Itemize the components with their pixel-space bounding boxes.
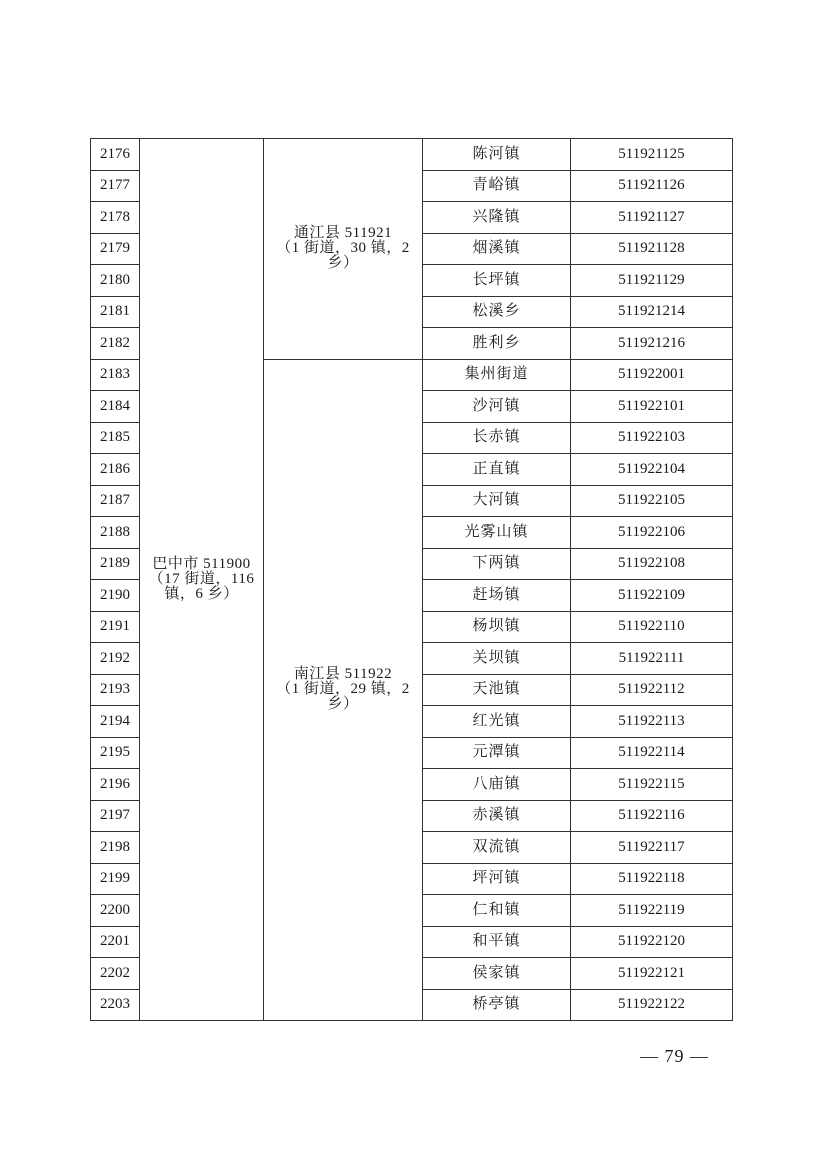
- town-code: 511922109: [571, 580, 733, 612]
- town-name: 杨坝镇: [423, 611, 571, 643]
- row-number: 2202: [91, 958, 140, 990]
- town-code: 511922104: [571, 454, 733, 486]
- town-code: 511922119: [571, 895, 733, 927]
- town-code: 511921125: [571, 139, 733, 171]
- town-code: 511922115: [571, 769, 733, 801]
- page-number: — 79 —: [640, 1046, 709, 1066]
- town-code: 511922118: [571, 863, 733, 895]
- town-code: 511921216: [571, 328, 733, 360]
- row-number: 2200: [91, 895, 140, 927]
- row-number: 2192: [91, 643, 140, 675]
- row-number: 2184: [91, 391, 140, 423]
- row-number: 2183: [91, 359, 140, 391]
- row-number: 2193: [91, 674, 140, 706]
- town-name: 青峪镇: [423, 170, 571, 202]
- town-name: 正直镇: [423, 454, 571, 486]
- town-code: 511922105: [571, 485, 733, 517]
- county-detail: （1 街道，30 镇，2 乡）: [276, 240, 410, 272]
- county-cell: [264, 359, 423, 1021]
- town-name: 松溪乡: [423, 296, 571, 328]
- town-name: 光雾山镇: [423, 517, 571, 549]
- row-number: 2187: [91, 485, 140, 517]
- town-code: 511922103: [571, 422, 733, 454]
- town-name: 元潭镇: [423, 737, 571, 769]
- town-name: 和平镇: [423, 926, 571, 958]
- row-number: 2177: [91, 170, 140, 202]
- row-number: 2190: [91, 580, 140, 612]
- town-name: 陈河镇: [423, 139, 571, 171]
- town-code: 511921214: [571, 296, 733, 328]
- row-number: 2188: [91, 517, 140, 549]
- town-name: 沙河镇: [423, 391, 571, 423]
- town-code: 511922101: [571, 391, 733, 423]
- town-code: 511922111: [571, 643, 733, 675]
- row-number: 2179: [91, 233, 140, 265]
- division-code-table: [90, 138, 733, 1021]
- row-number: 2189: [91, 548, 140, 580]
- town-code: 511921127: [571, 202, 733, 234]
- county-name-code: [264, 226, 422, 241]
- row-number: 2201: [91, 926, 140, 958]
- town-name: 长赤镇: [423, 422, 571, 454]
- row-number: 2185: [91, 422, 140, 454]
- row-number: 2182: [91, 328, 140, 360]
- county-name-code: [264, 667, 422, 682]
- town-name: 胜利乡: [423, 328, 571, 360]
- town-name: 兴隆镇: [423, 202, 571, 234]
- town-code: 511922117: [571, 832, 733, 864]
- town-code: 511922120: [571, 926, 733, 958]
- row-number: 2195: [91, 737, 140, 769]
- town-code: 511922112: [571, 674, 733, 706]
- county-cell: [264, 139, 423, 360]
- row-number: 2191: [91, 611, 140, 643]
- town-name: 双流镇: [423, 832, 571, 864]
- county-code: 511921: [344, 225, 393, 242]
- table-body: [91, 139, 733, 1021]
- row-number: 2186: [91, 454, 140, 486]
- city-detail: （17 街道，116 镇，6 乡）: [148, 571, 255, 602]
- town-name: 八庙镇: [423, 769, 571, 801]
- row-number: 2178: [91, 202, 140, 234]
- town-code: 511922106: [571, 517, 733, 549]
- row-number: 2199: [91, 863, 140, 895]
- row-number: 2176: [91, 139, 140, 171]
- row-number: 2196: [91, 769, 140, 801]
- town-name: 集州街道: [423, 359, 571, 391]
- county-name: 通江县: [293, 225, 341, 242]
- town-code: 511922114: [571, 737, 733, 769]
- town-name: 长坪镇: [423, 265, 571, 297]
- town-code: 511921126: [571, 170, 733, 202]
- row-number: 2180: [91, 265, 140, 297]
- town-code: 511922113: [571, 706, 733, 738]
- row-number: 2194: [91, 706, 140, 738]
- town-name: 大河镇: [423, 485, 571, 517]
- town-name: 仁和镇: [423, 895, 571, 927]
- county-detail: （1 街道，29 镇，2 乡）: [276, 681, 410, 713]
- town-code: 511921129: [571, 265, 733, 297]
- town-name: 赤溪镇: [423, 800, 571, 832]
- town-name: 下两镇: [423, 548, 571, 580]
- city-code: 511900: [203, 556, 251, 572]
- row-number: 2181: [91, 296, 140, 328]
- row-number: 2197: [91, 800, 140, 832]
- town-name: 天池镇: [423, 674, 571, 706]
- town-name: 关坝镇: [423, 643, 571, 675]
- county-name: 南江县: [293, 666, 341, 683]
- row-number: 2198: [91, 832, 140, 864]
- town-name: 烟溪镇: [423, 233, 571, 265]
- town-code: 511921128: [571, 233, 733, 265]
- city-name-code: [140, 557, 263, 572]
- town-code: 511922116: [571, 800, 733, 832]
- town-code: 511922110: [571, 611, 733, 643]
- town-code: 511922001: [571, 359, 733, 391]
- town-name: 赶场镇: [423, 580, 571, 612]
- town-name: 桥亭镇: [423, 989, 571, 1021]
- town-name: 红光镇: [423, 706, 571, 738]
- city-name: 巴中市: [152, 556, 199, 572]
- town-name: 侯家镇: [423, 958, 571, 990]
- city-cell: [140, 139, 264, 1021]
- table-row: [91, 139, 733, 171]
- town-name: 坪河镇: [423, 863, 571, 895]
- town-code: 511922121: [571, 958, 733, 990]
- row-number: 2203: [91, 989, 140, 1021]
- town-code: 511922108: [571, 548, 733, 580]
- town-code: 511922122: [571, 989, 733, 1021]
- county-code: 511922: [344, 666, 393, 683]
